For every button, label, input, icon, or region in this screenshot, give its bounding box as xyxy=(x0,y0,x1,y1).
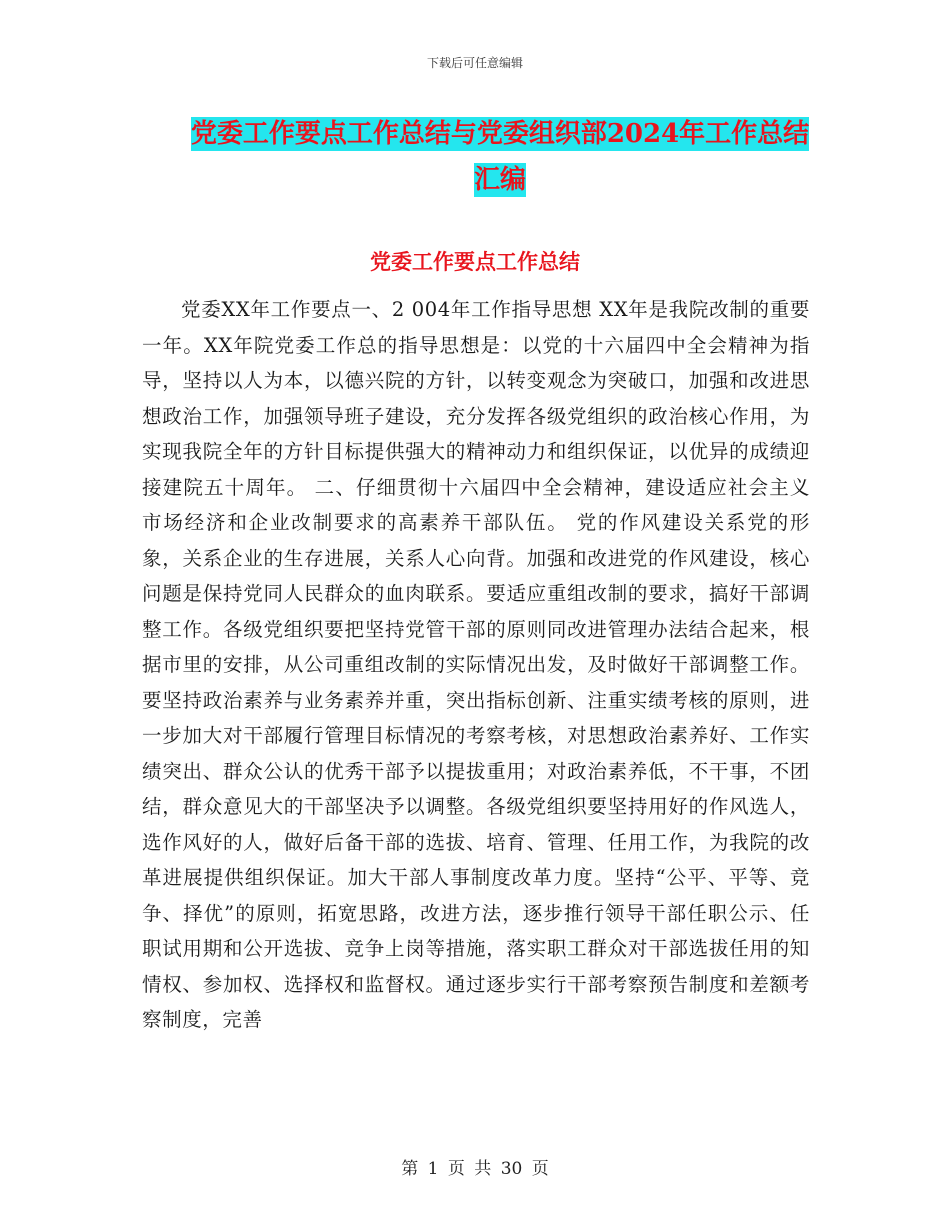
document-title xyxy=(150,112,850,204)
body-paragraph: 党委XX年工作要点一、2 004年工作指导思想 XX年是我院改制的重要一年。XX年院党委工作总的指导思想是：以党的十六届四中全会精神为指导，坚持以人为本，以德兴院的方针，以转变观念为突破口，加强和改进思想政治工作，加强领导班子建设，充分发挥各级党组织的政治核心作用，为实现我院全年的方针目标提供强大的精神动力和组织保证，以优异的成绩迎接建院五十周年。 二、仔细贯彻十六届四中全会精神，建设适应社会主义市场经济和企业改制要求的高素养干部队伍。 党的作风建设关系党的形象，关系企业的生存进展，关系人心向背。加强和改进党的作风建设，核心问题是保持党同人民群众的血肉联系。要适应重组改制的要求，搞好干部调整工作。各级党组织要把坚持党管干部的原则同改进管理办法结合起来，根据市里的安排，从公司重组改制的实际情况出发，及时做好干部调整工作。要坚持政治素养与业务素养并重，突出指标创新、注重实绩考核的原则，进一步加大对干部履行管理目标情况的考察考核，对思想政治素养好、工作实绩突出、群众公认的优秀干部予以提拔重用；对政治素养低，不干事，不团结，群众意见大的干部坚决予以调整。各级党组织要坚持用好的作风选人，选作风好的人，做好后备干部的选拔、培育、管理、任用工作，为我院的改革进展提供组织保证。加大干部人事制度改革力度。坚持“公平、平等、竞争、择优”的原则，拓宽思路，改进方法，逐步推行领导干部任职公示、任职试用期和公开选拔、竞争上岗等措施，落实职工群众对干部选拔任用的知情权、参加权、选择权和监督权。通过逐步实行干部考察预告制度和差额考察制度，完善 xyxy=(142,298,810,1031)
page-number-footer: 第 1 页 共 30 页 xyxy=(401,1159,549,1179)
document-title-line-2: 汇编 xyxy=(473,165,526,195)
section-title: 党委工作要点工作总结 xyxy=(370,249,580,274)
page-header-note: 下载后可任意编辑 xyxy=(426,56,523,70)
document-title-line-1: 党委工作要点工作总结与党委组织部2024年工作总结 xyxy=(190,119,810,149)
